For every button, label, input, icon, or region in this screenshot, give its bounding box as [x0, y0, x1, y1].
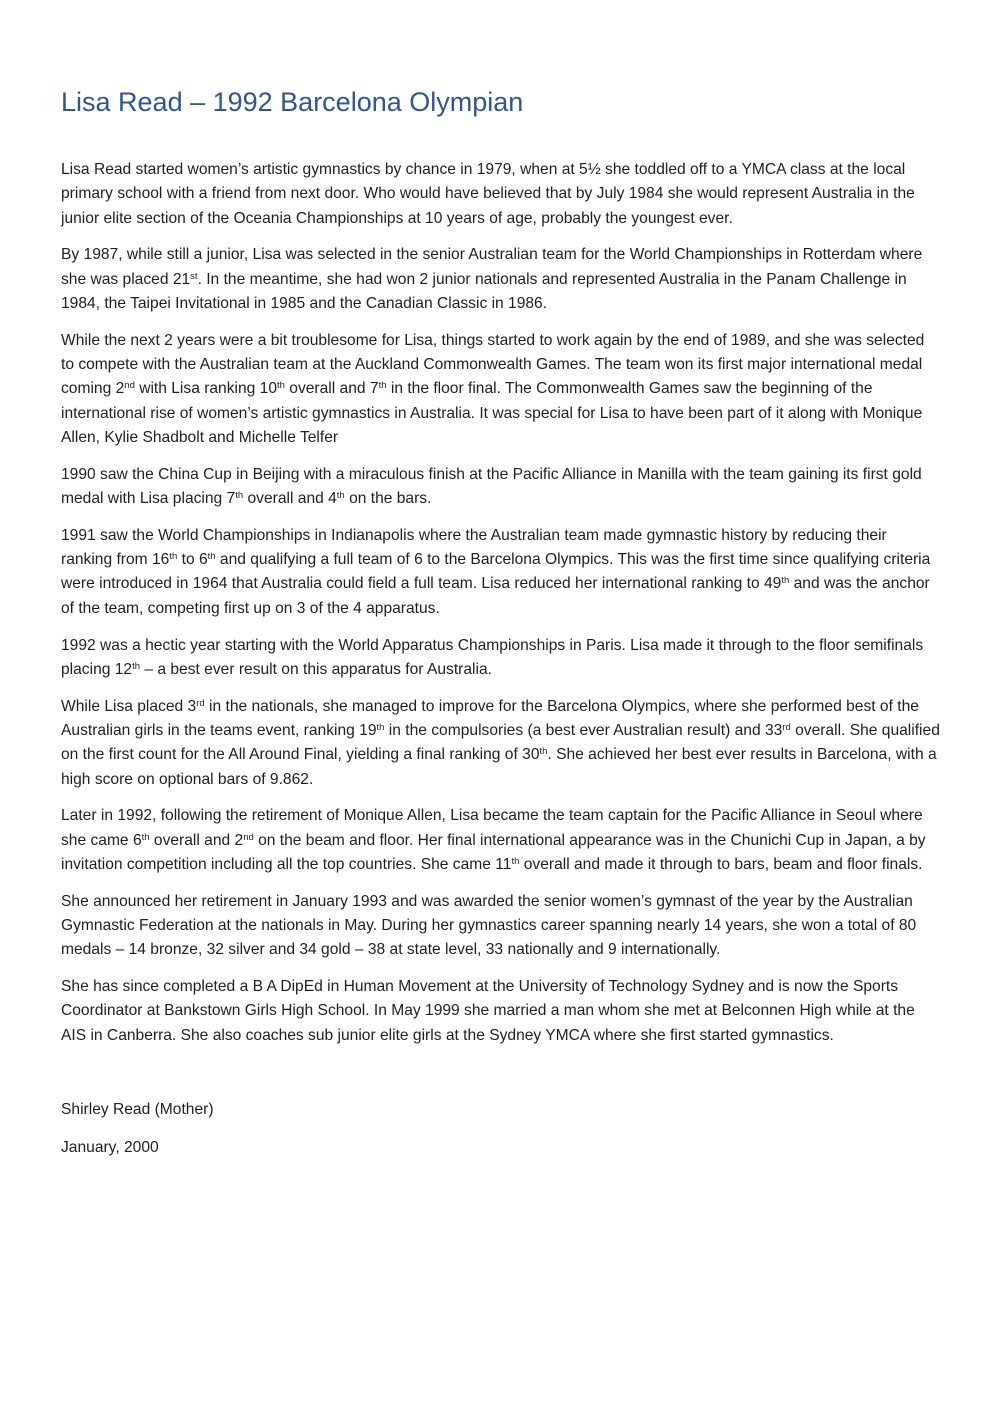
- ordinal-suffix: th: [169, 550, 178, 562]
- ordinal-suffix: th: [378, 380, 387, 392]
- ordinal-suffix: th: [539, 746, 548, 758]
- paragraph-text: While the next 2 years were a bit troublesome for Lisa, things started to work again by the end of 1989, and she was selected to compete with the Australian team at the Auckland Commonwealth Games. The team won its first major international medal coming 2: [61, 331, 925, 398]
- paragraph-text: Later in 1992, following the retirement of Monique Allen, Lisa became the team captain for the Pacific Alliance in Seoul where she came 6: [61, 807, 923, 849]
- body-paragraph: [61, 524, 941, 621]
- ordinal-suffix: th: [376, 721, 385, 733]
- body-paragraph: [61, 975, 941, 1048]
- paragraph-text: in the compulsories (a best ever Australian result) and 33: [384, 721, 783, 739]
- ordinal-suffix: nd: [243, 831, 254, 843]
- paragraph-text: on the bars.: [344, 490, 432, 508]
- signature-date: January, 2000: [61, 1139, 159, 1156]
- paragraph-text: – a best ever result on this apparatus for Australia.: [140, 660, 492, 678]
- paragraph-text: 1992 was a hectic year starting with the World Apparatus Championships in Paris. Lisa made it through to the floor semifinals placing 12: [61, 636, 924, 678]
- paragraph-text: While Lisa placed 3: [61, 697, 197, 715]
- paragraph-text: overall and 4: [243, 490, 337, 508]
- paragraph-text: and qualifying a full team of 6 to the Barcelona Olympics. This was the first time since qualifying criteria were introduced in 1964 that Australia could field a full team. Lisa reduced her international ranking to 49: [61, 551, 931, 593]
- ordinal-suffix: th: [336, 489, 345, 501]
- ordinal-suffix: th: [207, 550, 216, 562]
- document-page: [61, 84, 941, 1174]
- body-paragraph: [61, 243, 941, 316]
- document-title: Lisa Read – 1992 Barcelona Olympian: [61, 87, 524, 117]
- body-paragraph: [61, 634, 941, 683]
- ordinal-suffix: th: [235, 489, 244, 501]
- ordinal-suffix: th: [141, 831, 150, 843]
- ordinal-suffix: th: [781, 575, 790, 587]
- body-paragraph: [61, 890, 941, 963]
- paragraph-text: . She achieved her best ever results in Barcelona, with a high score on optional bars of 9.862.: [61, 746, 937, 788]
- paragraph-text: on the beam and floor. Her final international appearance was in the Chunichi Cup in Japan, a by invitation competition including all the top countries. She came 11: [61, 831, 926, 873]
- body-paragraph: [61, 158, 941, 231]
- ordinal-suffix: rd: [782, 721, 791, 733]
- ordinal-suffix: st: [190, 270, 198, 282]
- paragraph-text: She announced her retirement in January 1993 and was awarded the senior women’s gymnast of the year by the Australian Gymnastic Federation at the nationals in May. During her gymnastics career spanning nearly 14 years, she won a total of 80 medals – 14 bronze, 32 silver and 34 gold – 38 at state level, 33 nationally and 9 internationally.: [61, 892, 917, 959]
- ordinal-suffix: th: [277, 380, 285, 392]
- body-paragraph: [61, 329, 941, 450]
- body-paragraph: [61, 463, 941, 512]
- paragraph-text: Lisa Read started women’s artistic gymnastics by chance in 1979, when at 5½ she toddled off to a YMCA class at the local primary school with a friend from next door. Who would have believed that by July 1984 she would represent Australia in the junior elite section of the Oceania Championships at 10 years of age, probably the youngest ever.: [61, 161, 915, 227]
- ordinal-suffix: rd: [196, 697, 205, 709]
- ordinal-suffix: nd: [124, 380, 135, 392]
- paragraph-text: . In the meantime, she had won 2 junior nationals and represented Australia in the Panam Challenge in 1984, the Taipei Invitational in 1985 and the Canadian Classic in 1986.: [61, 270, 907, 312]
- paragraph-text: By 1987, while still a junior, Lisa was selected in the senior Australian team for the World Championships in Rotterdam where she was placed 21: [61, 246, 923, 288]
- ordinal-suffix: th: [132, 660, 141, 672]
- paragraph-text: and was the anchor of the team, competing first up on 3 of the 4 apparatus.: [61, 575, 930, 617]
- paragraph-text: in the floor final. The Commonwealth Games saw the beginning of the international rise of women’s artistic gymnastics in Australia. It was special for Lisa to have been part of it along with Monique Allen, Kylie Shadbolt and Michelle Telfer: [61, 380, 923, 446]
- paragraph-text: overall and made it through to bars, beam and floor finals.: [519, 855, 923, 873]
- paragraph-text: overall and 7: [284, 380, 379, 398]
- paragraph-text: She has since completed a B A DipEd in Human Movement at the University of Technology Sydney and is now the Sports Coordinator at Bankstown Girls High School. In May 1999 she married a man whom she met at Belconnen High while at the AIS in Canberra. She also coaches sub junior elite girls at the Sydney YMCA where she first started gymnastics.: [61, 978, 915, 1044]
- paragraph-text: with Lisa ranking 10: [134, 380, 278, 398]
- paragraph-text: overall and 2: [149, 831, 244, 849]
- document-body: [61, 158, 941, 1048]
- signature-author: Shirley Read (Mother): [61, 1101, 214, 1118]
- signature-block: [61, 1098, 941, 1160]
- paragraph-text: overall. She qualified on the first count for the All Around Final, yielding a final ranking of 30: [61, 721, 940, 764]
- ordinal-suffix: th: [511, 855, 520, 867]
- body-paragraph: [61, 695, 941, 792]
- paragraph-text: 1990 saw the China Cup in Beijing with a miraculous finish at the Pacific Alliance in Manilla with the team gaining its first gold medal with Lisa placing 7: [61, 465, 922, 508]
- paragraph-text: in the nationals, she managed to improve for the Barcelona Olympics, where she performed best of the Australian girls in the teams event, ranking 19: [61, 697, 919, 739]
- paragraph-text: 1991 saw the World Championships in Indianapolis where the Australian team made gymnastic history by reducing their ranking from 16: [61, 526, 887, 569]
- body-paragraph: [61, 804, 941, 877]
- paragraph-text: to 6: [177, 551, 208, 569]
